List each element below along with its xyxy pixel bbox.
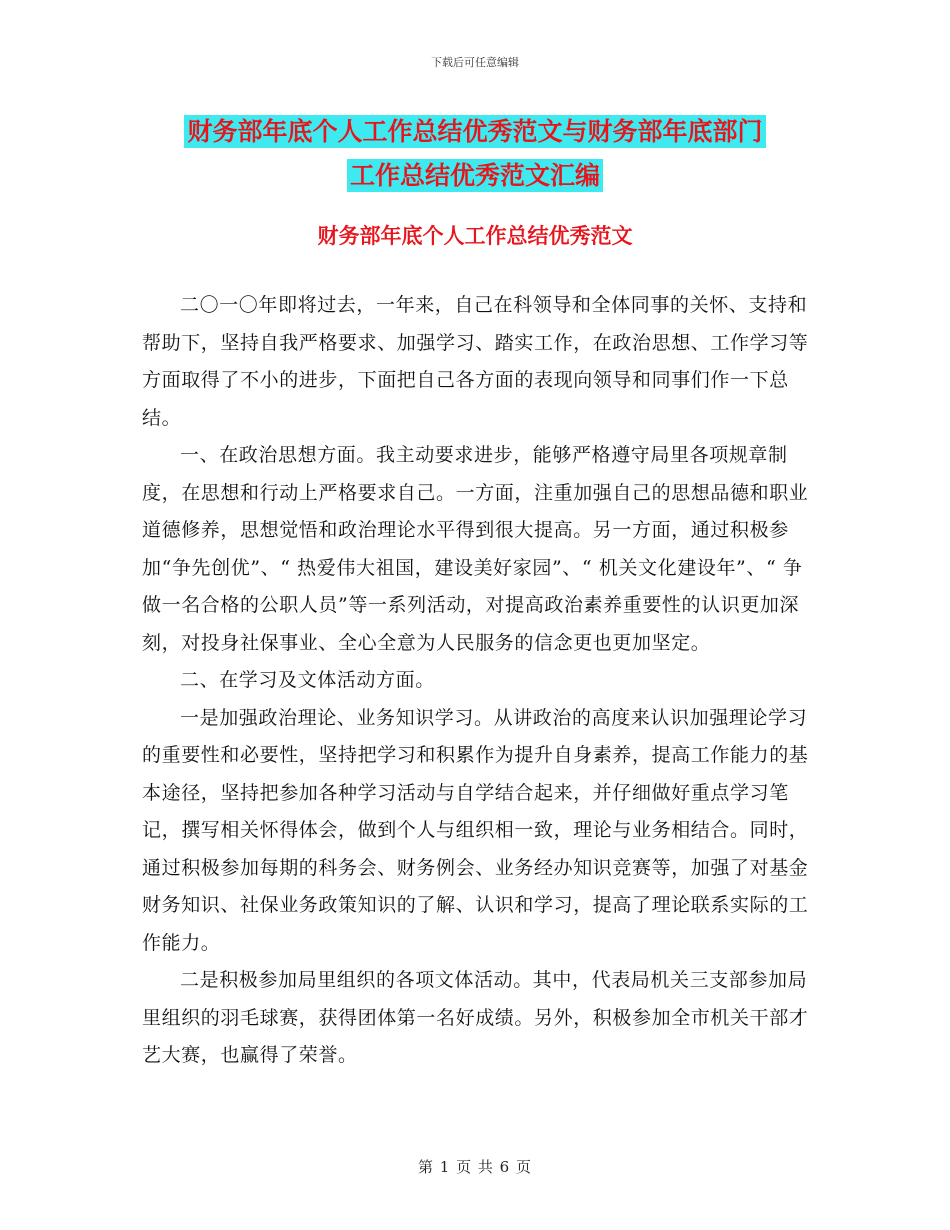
paragraph: 二、在学习及文体活动方面。 (180, 669, 435, 691)
header-note: 下载后可任意编辑 (431, 56, 519, 69)
document-title (100, 110, 850, 198)
paragraph: 二〇一〇年即将过去，一年来，自己在科领导和全体同事的关怀、支持和帮助下，坚持自我严格要求、加强学习、踏实工作，在政治思想、工作学习等方面取得了不小的进步，下面把自己各方面的表现向领导和同事们作一下总结。 (142, 294, 809, 429)
paragraph: 一、在政治思想方面。我主动要求进步，能够严格遵守局里各项规章制度，在思想和行动上严格要求自己。一方面，注重加强自己的思想品德和职业道德修养，思想觉悟和政治理论水平得到很大提高。另一方面，通过积极参加“争先创优”、“ 热爱伟大祖国，建设美好家园”、“ 机关文化建设年”、“ 争做一名合格的公职人员”等一系列活动，对提高政治素养重要性的认识更加深刻，对投身社保事业、全心全意为人民服务的信念更也更加坚定。 (142, 444, 809, 654)
paragraph: 二是积极参加局里组织的各项文体活动。其中，代表局机关三支部参加局里组织的羽毛球赛，获得团体第一名好成绩。另外，积极参加全市机关干部才艺大赛，也赢得了荣誉。 (142, 969, 809, 1066)
page-footer: 第 1 页 共 6 页 (418, 1158, 532, 1176)
document-title-line-2: 工作总结优秀范文汇编 (347, 159, 603, 192)
paragraph: 一是加强政治理论、业务知识学习。从讲政治的高度来认识加强理论学习的重要性和必要性，坚持把学习和积累作为提升自身素养，提高工作能力的基本途径，坚持把参加各种学习活动与自学结合起来，并仔细做好重点学习笔记，撰写相关怀得体会，做到个人与组织相一致，理论与业务相结合。同时，通过积极参加每期的科务会、财务例会、业务经办知识竞赛等，加强了对基金财务知识、社保业务政策知识的了解、认识和学习，提高了理论联系实际的工作能力。 (142, 706, 809, 954)
document-body (142, 287, 818, 1075)
document-title-line-1: 财务部年底个人工作总结优秀范文与财务部年底部门 (184, 115, 765, 148)
section-title: 财务部年底个人工作总结优秀范文 (317, 224, 633, 248)
